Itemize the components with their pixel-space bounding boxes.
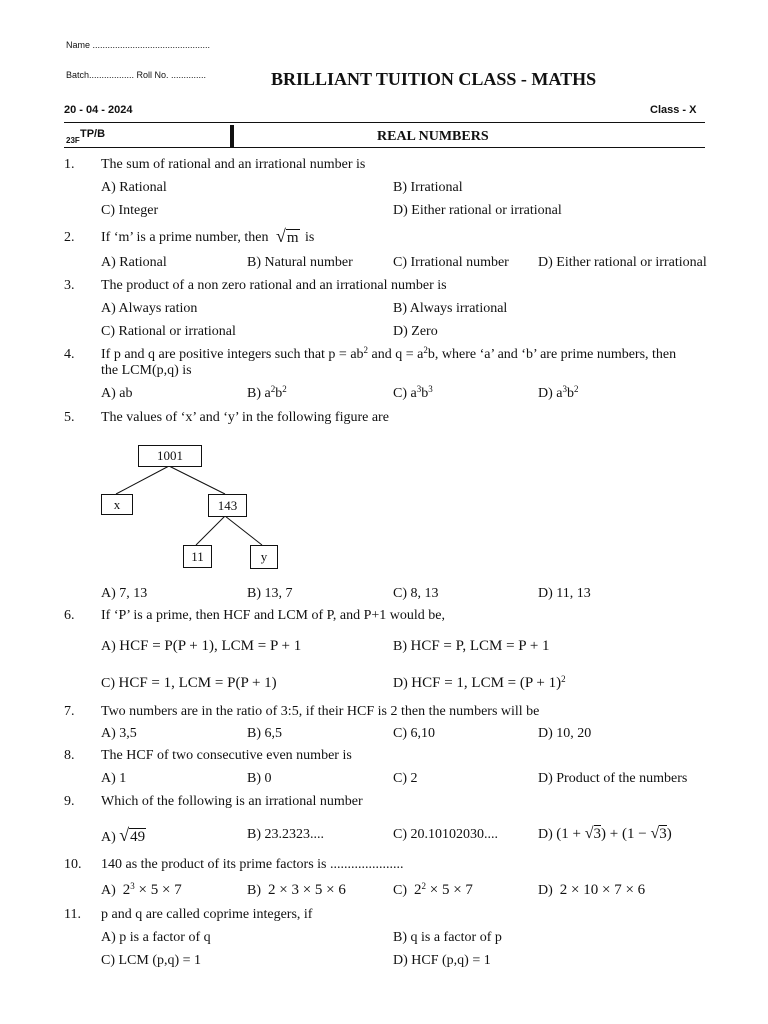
option-a: A) ab	[101, 386, 133, 401]
option-d: D) $a^3b^2$	[538, 384, 579, 401]
question-text: Which of the following is an irrational number	[101, 794, 363, 809]
question-number: 11.	[64, 907, 81, 922]
option-a: A) √49	[101, 825, 146, 845]
question-text: If ‘m’ is a prime number, then	[101, 230, 269, 245]
option-d: D) Product of the numbers	[538, 771, 688, 786]
option-c: C) Integer	[101, 203, 159, 218]
option-d: D) 11, 13	[538, 586, 591, 601]
option-a: A) 3,5	[101, 726, 137, 741]
radicand: m	[286, 230, 299, 246]
option-a: A) Rational	[101, 180, 167, 195]
option-a: A) Rational	[101, 255, 167, 270]
tree-node-y: y	[250, 545, 278, 569]
question-number: 4.	[64, 347, 75, 362]
option-b: B) HCF = P, LCM = P + 1	[393, 638, 550, 654]
question-number: 2.	[64, 230, 75, 245]
option-b: B) Always irrational	[393, 301, 508, 316]
option-c: C) LCM (p,q) = 1	[101, 953, 202, 968]
option-d: D) Either rational or irrational	[393, 203, 562, 218]
option-d: D) HCF = 1, LCM = $(P + 1)^2$	[393, 674, 566, 691]
option-d: D) 10, 20	[538, 726, 592, 741]
option-c: C) Rational or irrational	[101, 324, 236, 339]
tree-node-root: 1001	[138, 445, 202, 467]
batch-rollno-field: Batch.................. Roll No. ..............	[66, 70, 207, 80]
option-d: D) 2 × 10 × 7 × 6	[538, 882, 646, 898]
option-c: C) $a^3b^3$	[393, 384, 433, 401]
option-b: B) 23.2323....	[247, 827, 324, 842]
option-c: C) Irrational number	[393, 255, 509, 270]
test-date: 20 - 04 - 2024	[64, 104, 133, 116]
question-text: The values of ‘x’ and ‘y’ in the following figure are	[101, 410, 389, 425]
question-text-line2: the LCM(p,q) is	[101, 363, 192, 378]
option-b: B) 2 × 3 × 5 × 6	[247, 882, 346, 898]
question-number: 10.	[64, 857, 82, 872]
option-d: D) HCF (p,q) = 1	[393, 953, 491, 968]
question-text: p and q are called coprime integers, if	[101, 907, 313, 922]
question-text: The product of a non zero rational and an irrational number is	[101, 278, 447, 293]
option-b: B) Natural number	[247, 255, 353, 270]
question-number: 6.	[64, 608, 75, 623]
question-text: If p and q are positive integers such that $p = ab^2$ and $q = a^2b$, where ‘a’ and ‘b’ are prime numbers, then	[101, 345, 677, 362]
option-d: D) Zero	[393, 324, 438, 339]
question-text: Two numbers are in the ratio of 3:5, if their HCF is 2 then the numbers will be	[101, 704, 540, 719]
option-c: C) 8, 13	[393, 586, 439, 601]
question-number: 1.	[64, 157, 75, 172]
option-a: A) 1	[101, 771, 127, 786]
option-b: B) 13, 7	[247, 586, 293, 601]
option-a: A) $2^3 \times 5 \times 7$	[101, 881, 182, 898]
option-b: B) q is a factor of p	[393, 930, 502, 945]
section-title: REAL NUMBERS	[377, 129, 489, 144]
question-number: 3.	[64, 278, 75, 293]
option-d: D) (1 + √3) + (1 − √3)	[538, 825, 672, 842]
name-field: Name ...............................................	[66, 40, 211, 50]
code-subscript: 23F	[66, 136, 80, 145]
question-text: 140 as the product of its prime factors is .....................	[101, 857, 404, 872]
question-number: 5.	[64, 410, 75, 425]
class-label: Class - X	[650, 104, 697, 116]
option-c: C) $2^2 \times 5 \times 7$	[393, 881, 473, 898]
option-a: A) HCF = P(P + 1), LCM = P + 1	[101, 638, 302, 654]
question-number: 9.	[64, 794, 75, 809]
option-c: C) HCF = 1, LCM = P(P + 1)	[101, 675, 277, 691]
option-d: D) Either rational or irrational	[538, 255, 707, 270]
question-text: The HCF of two consecutive even number is	[101, 748, 352, 763]
option-b: B) Irrational	[393, 180, 463, 195]
option-c: C) 2	[393, 771, 418, 786]
question-text-tail: is	[305, 230, 315, 245]
question-text: The sum of rational and an irrational number is	[101, 157, 366, 172]
page-title: BRILLIANT TUITION CLASS - MATHS	[271, 69, 597, 89]
option-c: C) 20.10102030....	[393, 827, 498, 842]
question-number: 8.	[64, 748, 75, 763]
question-text: If ‘P’ is a prime, then HCF and LCM of P, and P+1 would be,	[101, 608, 445, 623]
tree-node-11: 11	[183, 545, 212, 568]
tree-node-143: 143	[208, 494, 247, 517]
option-b: B) 6,5	[247, 726, 282, 741]
option-a: A) Always ration	[101, 301, 198, 316]
question-number: 7.	[64, 704, 75, 719]
test-code: TP/B	[80, 128, 106, 140]
option-c: C) 6,10	[393, 726, 435, 741]
option-b: B) $a^2b^2$	[247, 384, 287, 401]
option-a: A) 7, 13	[101, 586, 148, 601]
option-b: B) 0	[247, 771, 272, 786]
option-a: A) p is a factor of q	[101, 930, 211, 945]
tree-node-x: x	[101, 494, 133, 515]
sqrt-m: √m	[276, 226, 299, 246]
